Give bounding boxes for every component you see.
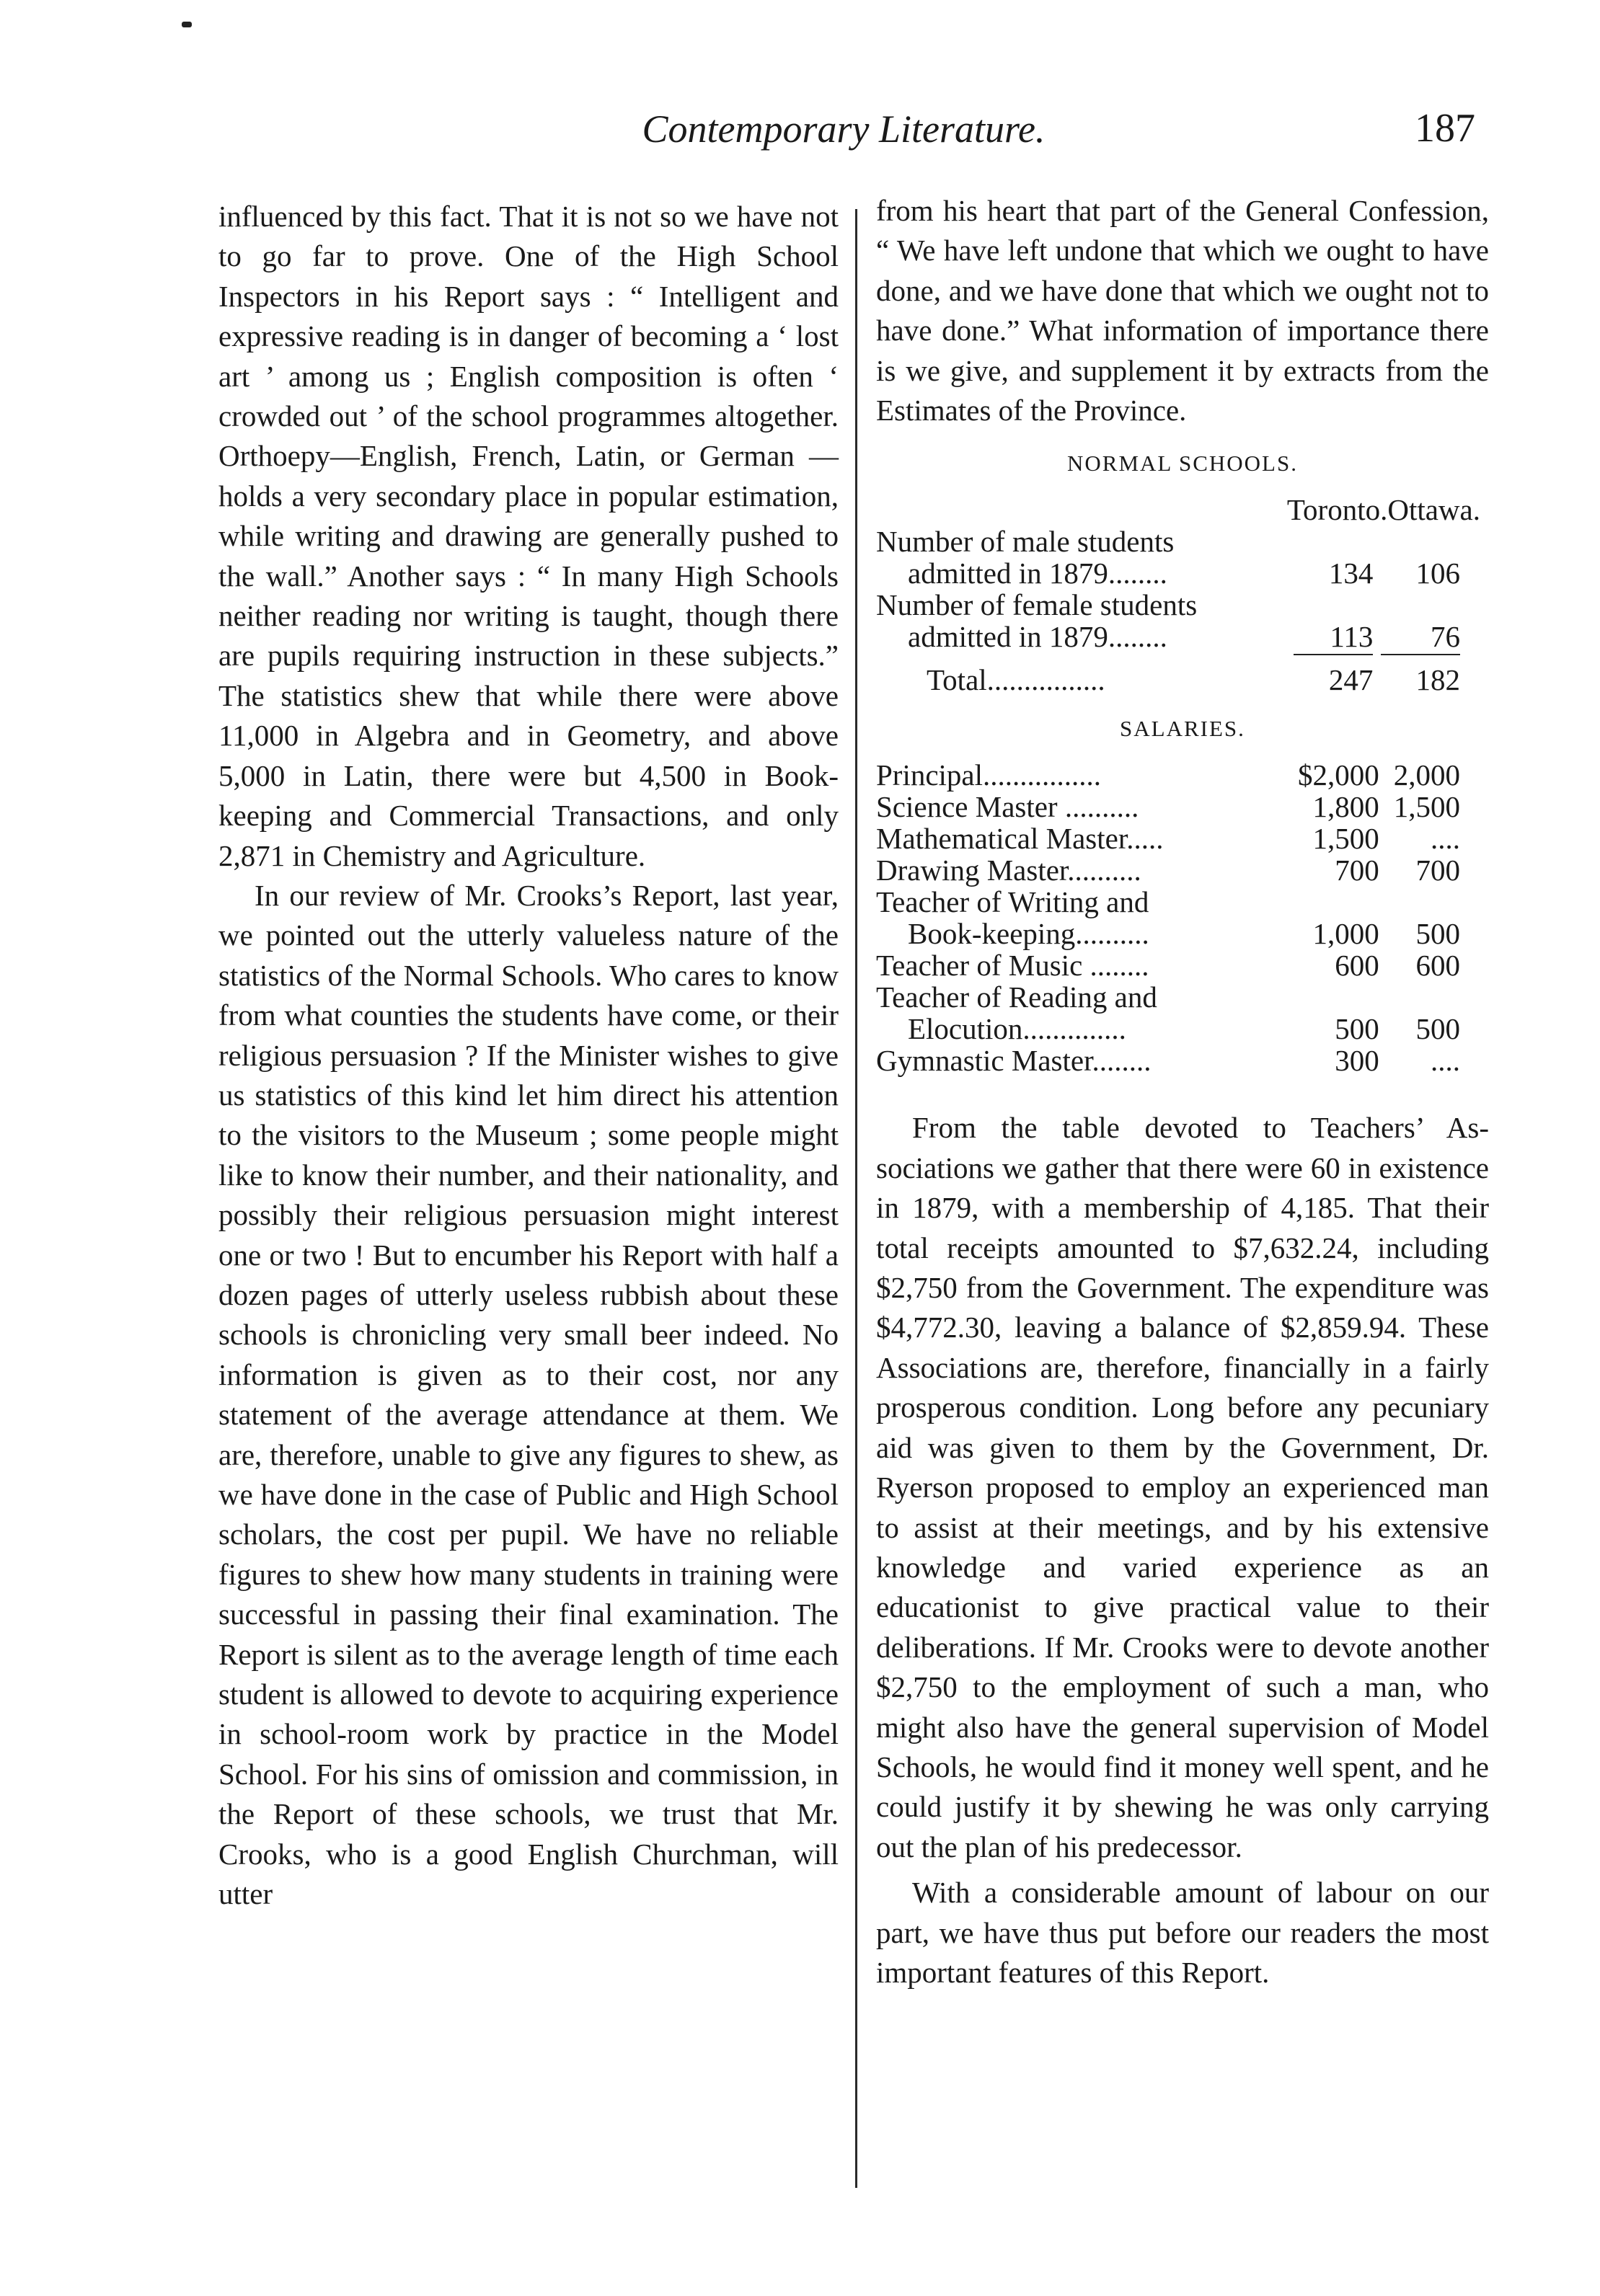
table-header-row — [876, 494, 1489, 526]
salaries-heading: SALARIES. — [1120, 716, 1245, 742]
toronto-salary: 1,000 — [1312, 917, 1379, 951]
ottawa-salary: .... — [1431, 1044, 1460, 1078]
toronto-salary: 500 — [1335, 1012, 1379, 1046]
table-row — [876, 949, 1489, 981]
row-label: Drawing Master.......... — [876, 854, 1141, 887]
table-row — [876, 1013, 1489, 1045]
table-row — [876, 823, 1489, 854]
toronto-total: 247 — [1328, 663, 1374, 697]
row-label-continued: admitted in 1879........ — [908, 557, 1167, 590]
total-rule-ottawa — [1381, 654, 1460, 655]
ottawa-salary: 2,000 — [1393, 758, 1460, 792]
page-number: 187 — [1415, 106, 1475, 151]
total-rule-row — [876, 652, 1489, 664]
right-paragraph-1: From the table devoted to Teachers’ Associations we gather that there were 60 in existence in 1879, with a membership of 4,185. That their total receipts amounted to $7,632.24, including $2,750 from the Government. The expenditure was $4,772.30, leaving a balance of $2,859.94. These Associations are, therefore, financially in a fairly prosperous condition. Long before any pecuniary aid was given to them by the Government, Dr. Ryerson proposed to employ an experienced man to assist at their meetings, and by his extensive knowledge and varied experience as an educationist to give practical value to their deliberations. If Mr. Crooks were to devote another $2,750 to the employment of such a man, who might also have the general supervision of Model Schools, he would find it money well spent, and he could justify it by shewing he was only carrying out the plan of his predecessor. — [876, 1111, 1489, 1863]
toronto-salary: $2,000 — [1298, 758, 1379, 792]
row-label: Teacher of Music ........ — [876, 949, 1149, 983]
normal-schools-table — [876, 494, 1489, 696]
running-header-title: Contemporary Literature. — [642, 107, 1046, 151]
right-column — [876, 191, 1489, 1993]
table-row — [876, 1045, 1489, 1076]
row-label: Principal................ — [876, 758, 1102, 792]
ottawa-total: 182 — [1415, 663, 1460, 697]
total-row — [876, 664, 1489, 696]
row-label: Teacher of Writing and — [876, 885, 1149, 919]
row-label-continued: admitted in 1879........ — [908, 620, 1167, 654]
row-label: Teacher of Reading and — [876, 980, 1157, 1014]
row-label: Science Master .......... — [876, 790, 1139, 824]
toronto-value: 113 — [1330, 620, 1374, 654]
ottawa-value: 106 — [1415, 557, 1460, 590]
row-label-continued: Elocution.............. — [908, 1012, 1126, 1046]
normal-schools-heading: NORMAL SCHOOLS. — [1067, 451, 1298, 477]
right-paragraph-2: With a considerable amount of labour on our part, we have thus put before our readers the most important features of this Report. — [876, 1876, 1489, 1989]
table-row — [876, 791, 1489, 823]
total-rule-toronto — [1294, 654, 1373, 655]
table-row — [876, 526, 1489, 557]
toronto-salary: 700 — [1335, 854, 1379, 887]
table-row — [876, 886, 1489, 918]
ink-speck — [182, 22, 192, 27]
ottawa-salary: 600 — [1415, 949, 1460, 983]
table-row — [876, 557, 1489, 589]
toronto-value: 134 — [1328, 557, 1374, 590]
ottawa-value: 76 — [1431, 620, 1460, 654]
row-label-continued: Book-keeping.......... — [908, 917, 1149, 951]
row-label: Gymnastic Master........ — [876, 1044, 1152, 1078]
row-label: Mathematical Master..... — [876, 822, 1164, 856]
total-label: Total................ — [927, 663, 1105, 697]
table-row — [876, 589, 1489, 621]
column-header-toronto: Toronto. — [1286, 493, 1388, 527]
table-row — [876, 918, 1489, 949]
toronto-salary: 1,500 — [1312, 822, 1379, 856]
left-column — [218, 197, 839, 1914]
ottawa-salary: 700 — [1415, 854, 1460, 887]
right-intro-paragraph: from his heart that part of the General Confession, “ We have left undone that which we ought to have done, and we have done that which we ought not to have done.” What information of importance there is we give, and supplement it by extracts from the Estimates of the Province. — [876, 194, 1489, 427]
row-label: Number of male students — [876, 525, 1175, 559]
column-header-ottawa: Ottawa. — [1387, 493, 1480, 527]
table-row — [876, 759, 1489, 791]
column-divider — [855, 209, 857, 2188]
left-paragraph-2: In our review of Mr. Crooks’s Report, last year, we pointed out the utterly valueless nature of the statistics of the Normal Schools. Who cares to know from what counties the students have come, or their religious persuasion ? If the Minister wishes to give us statistics of this kind let him direct his attention to the visitors to the Museum ; some people might like to know their number, and their nationality, and possibly their religious persuasion might interest one or two ! But to encumber his Report with half a dozen pages of utterly useless rubbish about these schools is chronicling very small beer indeed. No information is given as to their cost, nor any statement of the average attendance at them. We are, therefore, unable to give any figures to shew, as we have done in the case of Public and High School scholars, the cost per pupil. We have no reliable figures to shew how many students in training were successful in passing their final examination. The Report is silent as to the average length of time each student is allowed to devote to acquiring experience in school-room work by practice in the Model School. For his sins of omission and commission, in the Report of these schools, we trust that Mr. Crooks, who is a good English Churchman, will utter — [218, 878, 839, 1911]
toronto-salary: 1,800 — [1312, 790, 1379, 824]
ottawa-salary: 500 — [1415, 1012, 1460, 1046]
table-row — [876, 621, 1489, 652]
left-paragraph-1: influenced by this fact. That it is not so we have not to go far to prove. One of the High School Inspectors in his Report says : “ Intelligent and expressive reading is in danger of becoming a ‘ lost art ’ among us ; English composition is often ‘ crowded out ’ of the school programmes altogether. Orthoepy—English, French, Latin, or German —holds a very secondary place in popular estimation, while writing and drawing are generally pushed to the wall.” Another says : “ In many High Schools neither reading nor writing is taught, though there are pupils requiring instruction in these subjects.” The statistics shew that while there were above 11,000 in Algebra and in Geometry, and above 5,000 in Latin, there were but 4,500 in Book-keeping and Commercial Transactions, and only 2,871 in Chemistry and Agriculture. — [218, 200, 839, 872]
salaries-table — [876, 759, 1489, 1076]
table-row — [876, 981, 1489, 1013]
table-row — [876, 854, 1489, 886]
toronto-salary: 300 — [1335, 1044, 1379, 1078]
toronto-salary: 600 — [1335, 949, 1379, 983]
row-label: Number of female students — [876, 588, 1198, 622]
ottawa-salary: 1,500 — [1393, 790, 1460, 824]
ottawa-salary: .... — [1431, 822, 1460, 856]
ottawa-salary: 500 — [1415, 917, 1460, 951]
